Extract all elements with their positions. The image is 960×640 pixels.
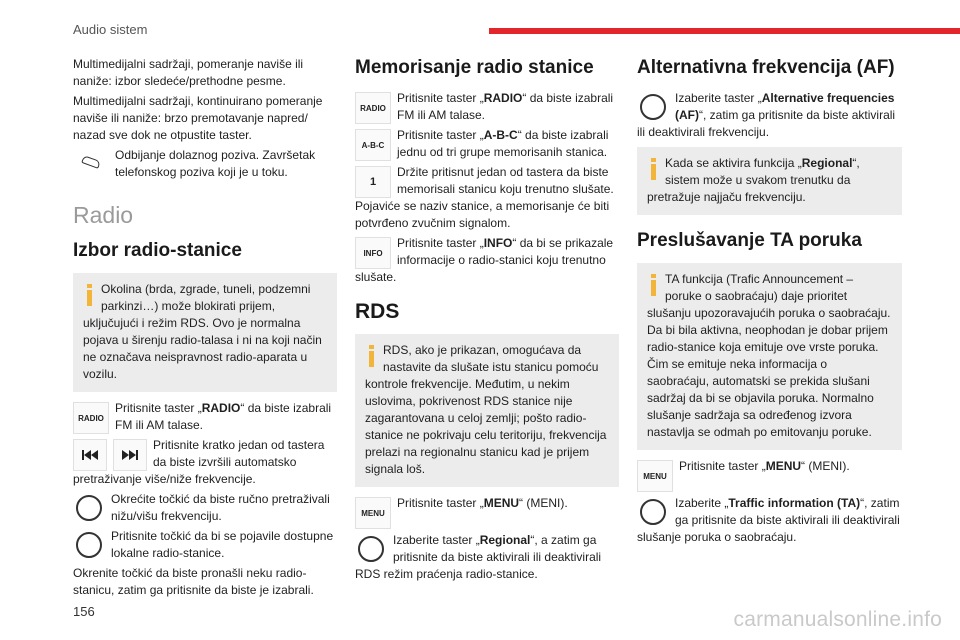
info-button-icon: INFO — [355, 237, 391, 269]
info-icon — [87, 284, 93, 306]
knob-icon — [73, 493, 105, 523]
info-icon — [369, 345, 375, 367]
t2-post: “ da biste izabrali jednu od tri grupe memorisanih stanica. — [397, 128, 609, 159]
menu-row-3 — [637, 458, 902, 492]
af-post: “, zatim ga pritisnite da biste aktivirali ili deaktivirali frekvenciju. — [637, 108, 896, 139]
accent-bar — [489, 28, 960, 34]
knob2-text: Pritisnite točkić da bi se pojavile dostupne lokalne radio-stanice. — [111, 529, 334, 560]
af-heading: Alternativna frekvencija (AF) — [637, 57, 895, 78]
t3-pre: Izaberite „ — [675, 496, 729, 510]
ta-row — [637, 495, 902, 546]
izbor-heading: Izbor radio-stanice — [73, 240, 242, 261]
af-bold: Alternative frequencies (AF) — [675, 91, 895, 122]
ta-info-text: TA funkcija (Trafic Announcement – poruke o saobraćaju) daje prioritet slušanju upozoravajućih poruka o saobraćaju. Da bi bila aktivna, neophodan je dobar prijem radio-stanice koja emituje ove vrste poruka. Čim se emituje neka informacija o saobraćaju, automatski se prekida slušani sadržaj da bi se objavila poruka. Normalno slušanje sadržaja sa određenog izvora nastavlja se odmah po emitovanju poruke. — [647, 272, 891, 439]
info-row — [355, 235, 619, 286]
info-box-regional — [637, 147, 902, 215]
info-box-reception — [73, 273, 337, 392]
t5-post: “ (MENI). — [519, 496, 568, 510]
t5-bold: MENU — [483, 496, 520, 510]
memorisanje-heading: Memorisanje radio stanice — [355, 57, 594, 78]
preset-row — [355, 164, 619, 232]
info-text: Okolina (brda, zgrade, tuneli, podzemni parkinzi…) može blokirati prijem, uključujući i režim RDS. Ovo je normalna pojava u širenju radio-talasa i ni na koji način ne označava neispravnost radio-aparata u vozilu. — [83, 282, 322, 381]
hang-up-icon — [73, 149, 109, 175]
phone-text: Odbijanje dolaznog poziva. Završetak telefonskog poziva koji je u toku. — [115, 148, 316, 179]
seek-previous-icon — [73, 439, 107, 471]
radio-pre: Pritisnite taster „ — [115, 401, 202, 415]
menu-row — [355, 495, 619, 529]
rds-info-text: RDS, ako je prikazan, omogućava da nastavite da slušate istu stanicu pomoću kontrole frekvencije. Međutim, u nekim uslovima, pokrivenost RDS stanice nije zagarantovana u celoj zemlji; pošto radio-stanice ne pokrivaju celu teritoriju, frekvencija prelazi na regionalnu stanicu kad je prijem signala loš. — [365, 343, 607, 476]
column-1 — [73, 56, 337, 602]
t3-post: “, zatim ga pritisnite da biste aktivirali ili deaktivirali slušanje poruka o saobraćaju. — [637, 496, 900, 544]
t2-pre: Pritisnite taster „ — [679, 459, 766, 473]
menu-button-icon: MENU — [355, 497, 391, 529]
t6-bold: Regional — [479, 533, 531, 547]
last-paragraph: Okrenite točkić da biste pronašli neku radio-stanicu, zatim ga pritisnite da biste je izabrali. — [73, 566, 314, 597]
t4-post: “ da bi se prikazale informacije o radio-stanici koju trenutno slušate. — [355, 236, 614, 284]
column-3 — [637, 56, 902, 549]
t5-pre: Pritisnite taster „ — [397, 496, 484, 510]
radio-row — [73, 400, 337, 434]
af-pre: Izaberite taster „ — [675, 91, 762, 105]
knob1-row — [73, 491, 337, 525]
t1-pre: Pritisnite taster „ — [397, 91, 484, 105]
info1-bold: Regional — [801, 156, 853, 170]
t2-bold: A-B-C — [483, 128, 518, 142]
info-box-ta — [637, 263, 902, 450]
radio-button-icon: RADIO — [355, 92, 391, 124]
knob1-text: Okrećite točkić da biste ručno pretraživali nižu/višu frekvenciju. — [111, 492, 330, 523]
seek-text: Pritisnite kratko jedan od tastera da biste izvršili automatsko pretraživanje više/niže frekvencije. — [73, 438, 325, 486]
info-icon — [651, 158, 657, 180]
seek-next-icon — [113, 439, 147, 471]
info1-post: “, sistem može u svakom trenutku da pretražuje najjaču frekvenciju. — [647, 156, 860, 204]
section-title: Audio sistem — [73, 22, 148, 37]
radio-post: “ da biste izabrali FM ili AM talase. — [115, 401, 332, 432]
radio-heading: Radio — [73, 202, 134, 228]
t4-pre: Pritisnite taster „ — [397, 236, 484, 250]
t4-bold: INFO — [483, 236, 513, 250]
watermark: carmanualsonline.info — [733, 608, 942, 631]
knob-icon — [637, 92, 669, 122]
af-row — [637, 90, 902, 141]
t6-post: “, a zatim ga pritisnite da biste aktivirali ili deaktivirali RDS režim praćenja radio-stanice. — [355, 533, 602, 581]
t3-bold: Traffic information (TA) — [728, 496, 861, 510]
ta-heading: Preslušavanje TA poruka — [637, 230, 862, 251]
knob2-row — [73, 528, 337, 562]
t6-pre: Izaberite taster „ — [393, 533, 480, 547]
info-box-rds — [355, 334, 619, 487]
preset-text: Držite pritisnut jedan od tastera da biste memorisali stanicu koju trenutno slušate. Pojaviće se naziv stanice, a memorisanje će biti potvrđeno zvučnim signalom. — [355, 165, 614, 230]
page-number: 156 — [73, 604, 95, 619]
radio-bold: RADIO — [201, 401, 241, 415]
paragraph-media-continuous: Multimedijalni sadržaji, kontinuirano pomeranje naviše ili naniže: brzo premotavanje napred/ nazad sve dok ne otpustite taster. — [73, 94, 323, 142]
radio-button-icon: RADIO — [73, 402, 109, 434]
t1-bold: RADIO — [483, 91, 523, 105]
column-2 — [355, 56, 619, 586]
knob-icon — [73, 530, 105, 560]
t2-bold: MENU — [765, 459, 802, 473]
t1-post: “ da biste izabrali FM ili AM talase. — [397, 91, 614, 122]
knob-icon — [355, 534, 387, 564]
paragraph-media-scroll: Multimedijalni sadržaji, pomeranje naviše ili naniže: izbor sledeće/prethodne pesme. — [73, 57, 304, 88]
info-icon — [651, 274, 657, 296]
knob-icon — [637, 497, 669, 527]
abc-row — [355, 127, 619, 161]
seek-row — [73, 437, 337, 488]
rds-heading: RDS — [355, 300, 400, 323]
info1-pre: Kada se aktivira funkcija „ — [665, 156, 802, 170]
t2-pre: Pritisnite taster „ — [397, 128, 484, 142]
menu-button-icon: MENU — [637, 460, 673, 492]
phone-row — [73, 147, 337, 181]
preset-button-icon: 1 — [355, 166, 391, 198]
radio-row-2 — [355, 90, 619, 124]
abc-button-icon: A-B-C — [355, 129, 391, 161]
regional-row — [355, 532, 619, 583]
t2-post: “ (MENI). — [801, 459, 850, 473]
